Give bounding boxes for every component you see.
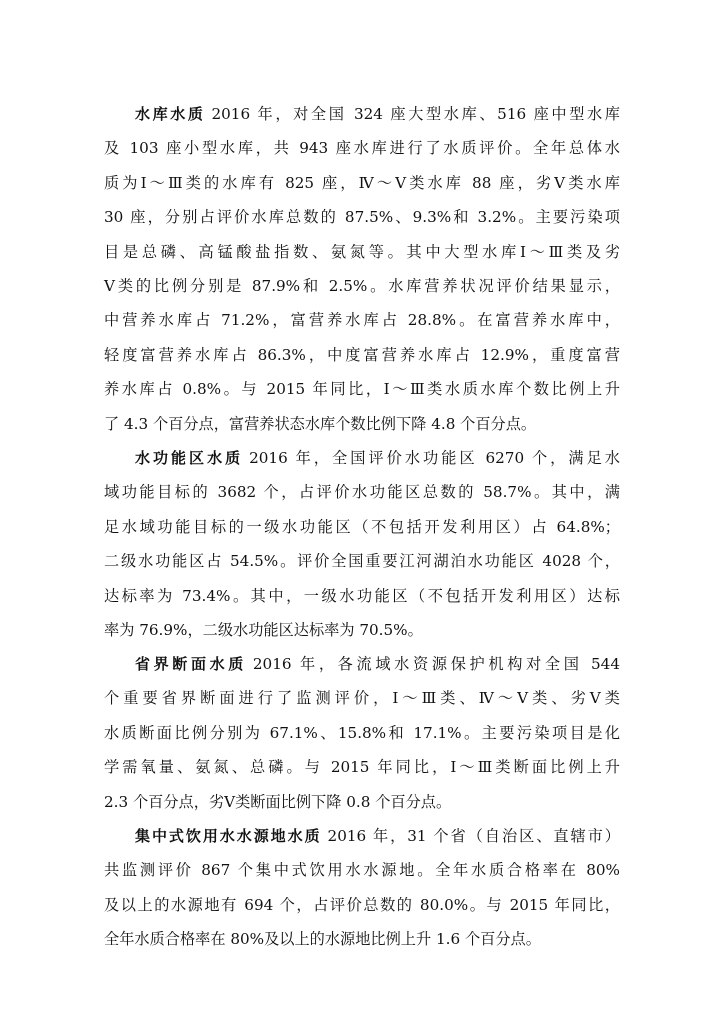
paragraph-line: Ⅴ类的比例分别是 87.9%和 2.5%。水库营养状况评价结果显示， — [104, 276, 620, 295]
paragraph-line: 水质断面比例分别为 67.1%、15.8%和 17.1%。主要污染项目是化 — [104, 723, 620, 742]
paragraph-line: 集中式饮用水水源地水质 2016 年，31 个省（自治区、直辖市） — [135, 827, 620, 845]
paragraph-line: 中营养水库占 71.2%，富营养水库占 28.8%。在富营养水库中， — [104, 311, 620, 330]
paragraph-line: 30 座，分别占评价水库总数的 87.5%、9.3%和 3.2%。主要污染项 — [104, 208, 620, 227]
paragraph-line: 水库水质 2016 年，对全国 324 座大型水库、516 座中型水库 — [135, 105, 620, 123]
paragraph-drinking-water-source-quality — [104, 819, 620, 957]
paragraph-line: 足水域功能目标的一级水功能区（不包括开发利用区）占 64.8%； — [104, 517, 620, 536]
paragraph-line: 轻度富营养水库占 86.3%，中度富营养水库占 12.9%，重度富营 — [104, 345, 620, 364]
paragraph-line: 水功能区水质 2016 年，全国评价水功能区 6270 个，满足水 — [135, 449, 620, 467]
paragraph-line: 养水库占 0.8%。与 2015 年同比，Ⅰ～Ⅲ类水质水库个数比例上升 — [104, 380, 620, 399]
section-heading: 省界断面水质 — [135, 655, 247, 673]
paragraph-line: 个重要省界断面进行了监测评价，Ⅰ～Ⅲ类、Ⅳ～Ⅴ类、劣Ⅴ类 — [104, 689, 620, 708]
paragraph-line: 率为 76.9%，二级水功能区达标率为 70.5%。 — [104, 620, 423, 639]
paragraph-reservoir-water-quality — [104, 97, 620, 441]
section-heading: 水功能区水质 — [135, 449, 244, 467]
paragraph-line: 了 4.3 个百分点，富营养状态水库个数比例下降 4.8 个百分点。 — [104, 414, 537, 433]
paragraph-provincial-section-quality — [104, 647, 620, 819]
section-heading: 集中式饮用水水源地水质 — [135, 827, 322, 845]
paragraph-line: 共监测评价 867 个集中式饮用水水源地。全年水质合格率在 80% — [104, 861, 620, 880]
paragraph-line: 及 103 座小型水库，共 943 座水库进行了水质评价。全年总体水 — [104, 139, 620, 158]
section-heading: 水库水质 — [135, 105, 206, 123]
paragraph-line: 省界断面水质 2016 年，各流域水资源保护机构对全国 544 — [135, 655, 620, 673]
paragraph-line: 目是总磷、高锰酸盐指数、氨氮等。其中大型水库Ⅰ～Ⅲ类及劣 — [104, 242, 620, 261]
paragraph-line: 全年水质合格率在 80%及以上的水源地比例上升 1.6 个百分点。 — [104, 930, 541, 949]
paragraph-line: 学需氧量、氨氮、总磷。与 2015 年同比，Ⅰ～Ⅲ类断面比例上升 — [104, 758, 620, 777]
paragraph-line: 2.3 个百分点，劣Ⅴ类断面比例下降 0.8 个百分点。 — [104, 792, 452, 811]
paragraph-line: 质为Ⅰ～Ⅲ类的水库有 825 座，Ⅳ～Ⅴ类水库 88 座，劣Ⅴ类水库 — [104, 173, 620, 192]
paragraph-water-function-zone-quality — [104, 441, 620, 647]
paragraph-line: 域功能目标的 3682 个，占评价水功能区总数的 58.7%。其中，满 — [104, 483, 620, 502]
paragraph-line: 达标率为 73.4%。其中，一级水功能区（不包括开发利用区）达标 — [104, 586, 620, 605]
paragraph-line: 及以上的水源地有 694 个，占评价总数的 80.0%。与 2015 年同比， — [104, 895, 620, 914]
paragraph-line: 二级水功能区占 54.5%。评价全国重要江河湖泊水功能区 4028 个， — [104, 552, 620, 571]
